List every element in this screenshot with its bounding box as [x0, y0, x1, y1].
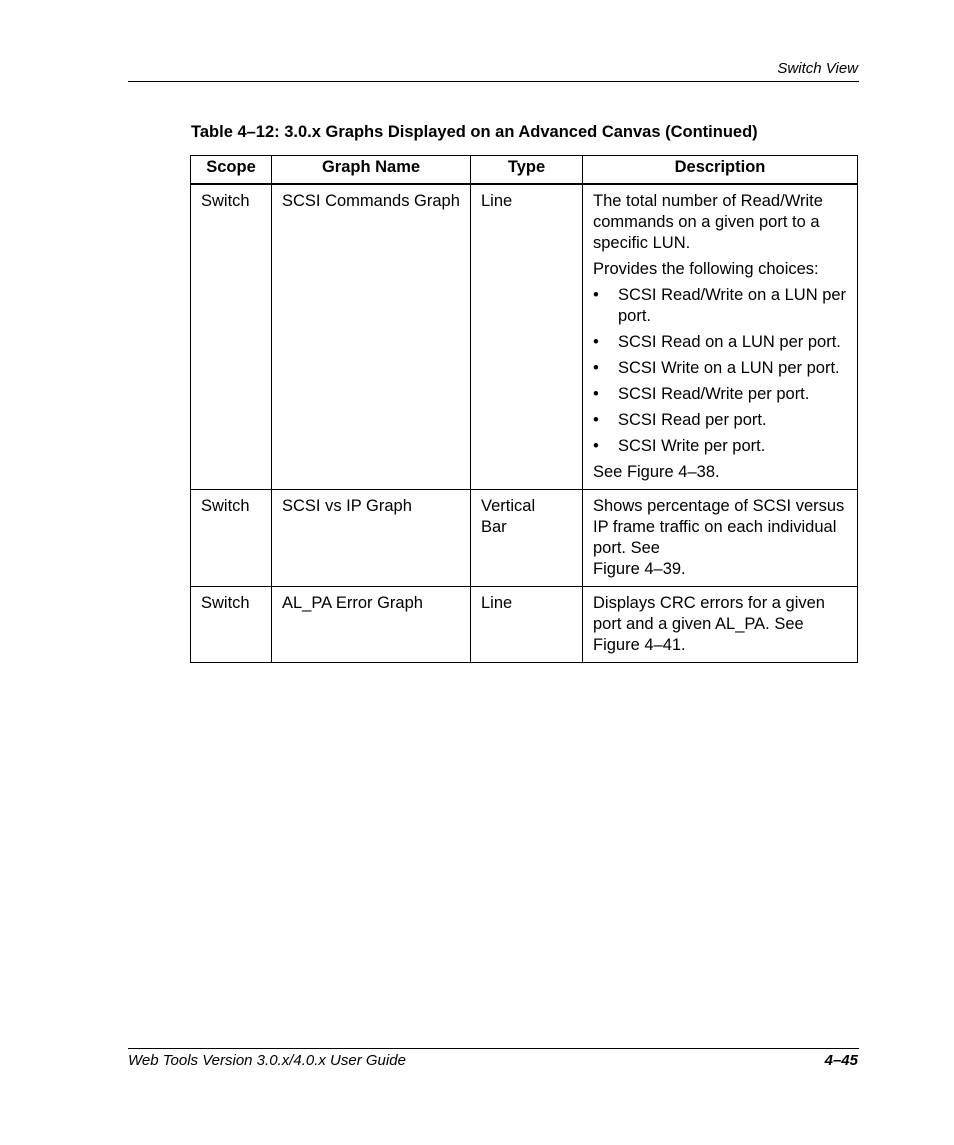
description-choices-lead: Provides the following choices:	[593, 260, 819, 278]
cell-graph-name: SCSI Commands Graph	[272, 184, 471, 490]
choice-text: SCSI Write on a LUN per port.	[618, 359, 840, 377]
description-intro: The total number of Read/Write commands on a given port to a specific LUN.	[593, 192, 823, 252]
choice-text: SCSI Write per port.	[618, 437, 766, 455]
table-row	[191, 490, 858, 587]
table-header-row	[191, 156, 858, 185]
cell-scope: Switch	[191, 184, 272, 490]
column-header-graph-name: Graph Name	[272, 156, 471, 185]
graphs-table	[190, 155, 858, 663]
bullet-icon: •	[593, 286, 599, 304]
list-item	[593, 358, 849, 379]
description-see-also: See Figure 4–38.	[593, 463, 720, 481]
bullet-icon: •	[593, 411, 599, 429]
cell-description	[583, 184, 858, 490]
bullet-icon: •	[593, 385, 599, 403]
cell-type	[471, 490, 583, 587]
bullet-icon: •	[593, 437, 599, 455]
cell-graph-name: SCSI vs IP Graph	[272, 490, 471, 587]
choice-text: SCSI Read/Write on a LUN per port.	[618, 286, 847, 325]
cell-type: Line	[471, 184, 583, 490]
cell-graph-name: AL_PA Error Graph	[272, 587, 471, 663]
table-row	[191, 184, 858, 490]
cell-description	[583, 587, 858, 663]
choice-text: SCSI Read on a LUN per port.	[618, 333, 841, 351]
choice-text: SCSI Read/Write per port.	[618, 385, 810, 403]
header-rule	[128, 81, 859, 82]
cell-type: Line	[471, 587, 583, 663]
column-header-scope: Scope	[191, 156, 272, 185]
list-item	[593, 384, 849, 405]
column-header-type: Type	[471, 156, 583, 185]
choice-text: SCSI Read per port.	[618, 411, 767, 429]
running-head: Switch View	[777, 60, 858, 77]
cell-description	[583, 490, 858, 587]
list-item	[593, 332, 849, 353]
list-item	[593, 436, 849, 457]
list-item	[593, 285, 849, 327]
column-header-description: Description	[583, 156, 858, 185]
cell-scope: Switch	[191, 587, 272, 663]
list-item	[593, 410, 849, 431]
cell-scope: Switch	[191, 490, 272, 587]
table-row	[191, 587, 858, 663]
page-number: 4–45	[824, 1052, 858, 1069]
footer-title: Web Tools Version 3.0.x/4.0.x User Guide	[128, 1052, 406, 1069]
description-text: Displays CRC errors for a given port and a given AL_PA. See Figure 4–41.	[593, 594, 825, 654]
description-text: Shows percentage of SCSI versus IP frame traffic on each individual port. See	[593, 497, 845, 557]
table-caption: Table 4–12: 3.0.x Graphs Displayed on an Advanced Canvas (Continued)	[191, 123, 758, 141]
footer-rule	[128, 1048, 859, 1049]
description-see-ref: Figure 4–39.	[593, 560, 686, 578]
bullet-icon: •	[593, 359, 599, 377]
cell-type-text: Vertical Bar	[481, 497, 536, 536]
choices-list	[593, 285, 849, 457]
bullet-icon: •	[593, 333, 599, 351]
